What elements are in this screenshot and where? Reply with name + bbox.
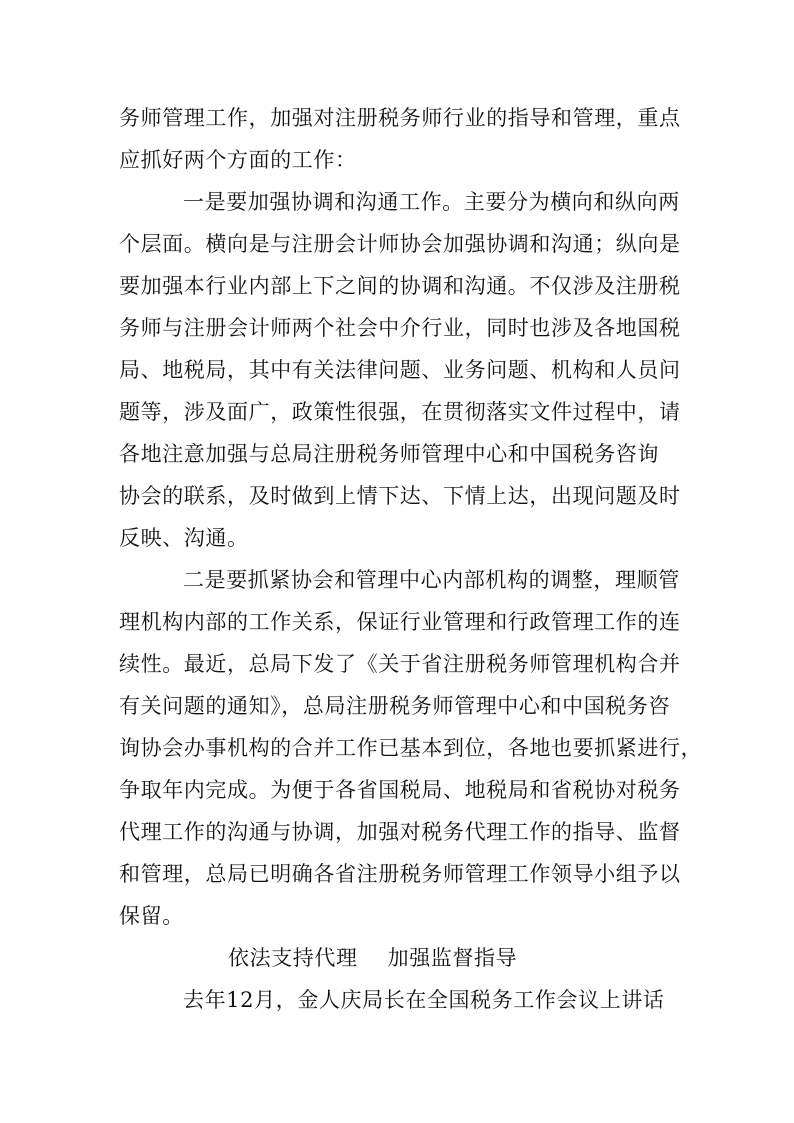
text-line: 有关问题的通知》，总局注册税务师管理中心和中国税务咨: [119, 694, 671, 718]
section-heading: [228, 944, 788, 972]
text-line: 理机构内部的工作关系，保证行业管理和行政管理工作的连: [119, 610, 681, 634]
text-line: 争取年内完成。为便于各省国税局、地税局和省税协对税务: [119, 778, 681, 802]
text-line: 协会的联系，及时做到上情下达、下情上达，出现问题及时: [119, 484, 681, 508]
text-line: 各地注意加强与总局注册税务师管理中心和中国税务咨询: [119, 442, 659, 466]
text-line: 保留。: [119, 904, 184, 928]
paragraph-first-line: 去年12月，金人庆局长在全国税务工作会议上讲话: [183, 988, 665, 1012]
text-line: 续性。最近，总局下发了《关于省注册税务师管理机构合并: [119, 652, 681, 676]
text-line: 务师与注册会计师两个社会中介行业，同时也涉及各地国税: [119, 316, 681, 340]
text-line: 和管理，总局已明确各省注册税务师管理工作领导小组予以: [119, 862, 681, 886]
paragraph-first-line: 一是要加强协调和沟通工作。主要分为横向和纵向两: [183, 190, 680, 214]
text-line: 反映、沟通。: [119, 526, 249, 550]
text-line: 局、地税局，其中有关法律问题、业务问题、机构和人员问: [119, 358, 681, 382]
section-heading-part2: 加强监督指导: [387, 946, 518, 970]
text-line: 务师管理工作，加强对注册税务师行业的指导和管理，重点: [119, 106, 681, 130]
paragraph-first-line: 二是要抓紧协会和管理中心内部机构的调整，理顺管: [183, 568, 680, 592]
section-heading-part1: 依法支持代理: [228, 946, 358, 970]
text-line: 个层面。横向是与注册会计师协会加强协调和沟通；纵向是: [119, 232, 681, 256]
text-line: 询协会办事机构的合并工作已基本到位，各地也要抓紧进行，: [119, 736, 703, 760]
text-line: 题等，涉及面广，政策性很强，在贯彻落实文件过程中，请: [119, 400, 681, 424]
text-line: 要加强本行业内部上下之间的协调和沟通。不仅涉及注册税: [119, 274, 681, 298]
text-line: 代理工作的沟通与协调，加强对税务代理工作的指导、监督: [119, 820, 681, 844]
text-line: 应抓好两个方面的工作：: [119, 148, 357, 172]
